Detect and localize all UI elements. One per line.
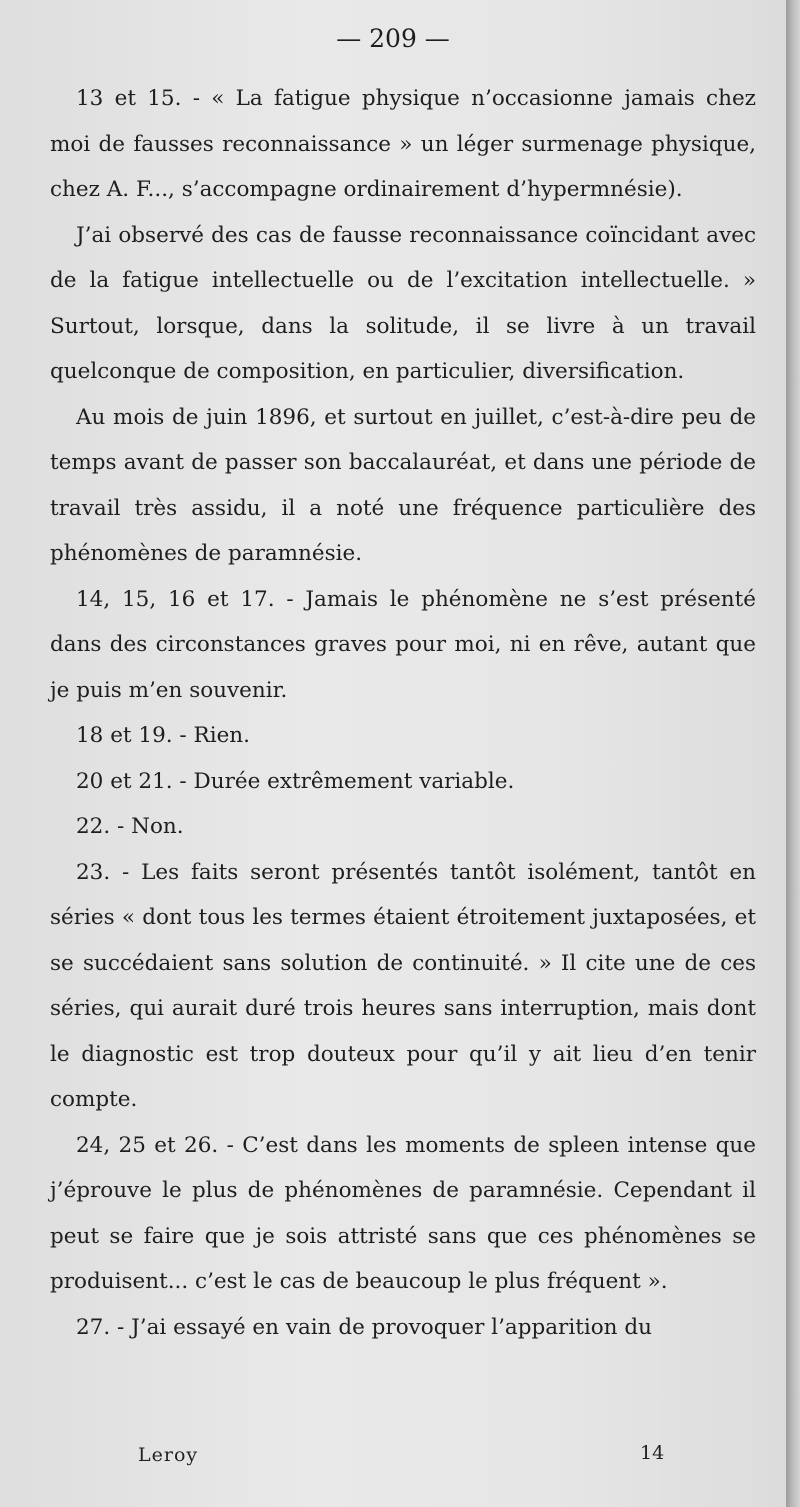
paragraph: 14, 15, 16 et 17. - Jamais le phénomène ne s’est présenté dans des circonstances graves pour moi, ni en rêve, autant que je puis m’en souvenir. bbox=[50, 586, 756, 703]
sheet-number: 14 bbox=[640, 1442, 665, 1464]
paragraph: 20 et 21. - Durée extrêmement variable. bbox=[76, 768, 515, 794]
signature-mark: Leroy bbox=[138, 1444, 199, 1466]
paragraph: 24, 25 et 26. - C’est dans les moments de spleen intense que j’éprouve le plus de phénomènes de paramnésie. Cependant il peut se faire que je sois attristé sans que ces phénomènes se produisent... c’est le cas de beaucoup le plus fréquent ». bbox=[50, 1132, 756, 1294]
page-edge bbox=[786, 0, 800, 1507]
paragraph: J’ai observé des cas de fausse reconnaissance coïncidant avec de la fatigue intellectuelle ou de l’excitation intellectuelle. » Surtout, lorsque, dans la solitude, il se livre à un travail quelconque de composition, en particulier, diversification. bbox=[50, 222, 756, 384]
page-number: — 209 — bbox=[336, 24, 450, 53]
paragraph: 23. - Les faits seront présentés tantôt isolément, tantôt en séries « dont tous les termes étaient étroitement juxtaposées, et se succédaient sans solution de continuité. » Il cite une de ces séries, qui aurait duré trois heures sans interruption, mais dont le diagnostic est trop douteux pour qu’il y ait lieu d’en tenir compte. bbox=[50, 859, 756, 1112]
paragraph: 27. - J’ai essayé en vain de provoquer l’apparition du bbox=[76, 1314, 652, 1340]
paragraph: 18 et 19. - Rien. bbox=[76, 723, 250, 748]
paragraph: Au mois de juin 1896, et surtout en juillet, c’est-à-dire peu de temps avant de passer son baccalauréat, et dans une période de travail très assidu, il a noté une fréquence particulière des phénomènes de paramnésie. bbox=[50, 404, 756, 566]
body-text bbox=[50, 76, 756, 1350]
paragraph: 22. - Non. bbox=[76, 814, 184, 839]
paragraph: 13 et 15. - « La fatigue physique n’occasionne jamais chez moi de fausses reconnaissance » un léger surmenage physique, chez A. F..., s’accompagne ordinairement d’hypermnésie). bbox=[50, 86, 756, 202]
